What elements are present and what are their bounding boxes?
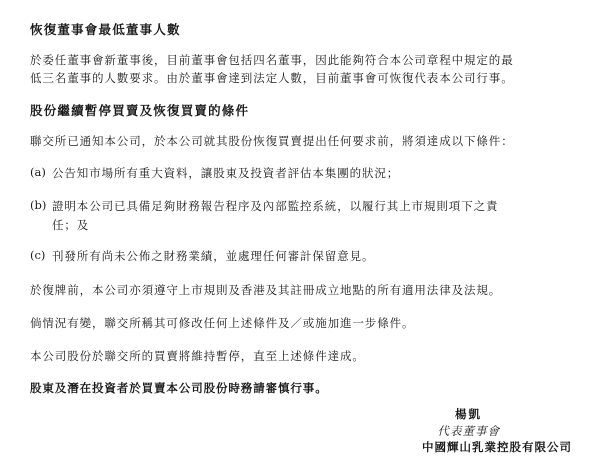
- signatory-role: 代表董事會: [437, 424, 500, 438]
- condition-a-label: (a): [30, 165, 46, 179]
- condition-change-paragraph: 倘情況有變，聯交所稱其可修改任何上述條件及／或施加進一步條件。: [30, 316, 415, 330]
- section-heading-board-minimum: 恢復董事會最低董事人數: [30, 22, 181, 37]
- company-name: 中國輝山乳業控股有限公司: [422, 440, 572, 454]
- condition-c-label: (c): [30, 248, 46, 262]
- board-paragraph-line-1: 於委任董事會新董事後，目前董事會包括四名董事，因此能夠符合本公司章程中規定的最: [30, 53, 514, 67]
- signatory-name: 楊凱: [455, 407, 482, 421]
- caution-statement: 股東及潛在投資者於買賣本公司股份時務請審慎行事。: [30, 381, 328, 395]
- condition-a-text: 公告知市場所有重大資料，讓股東及投資者評估本集團的狀況；: [52, 166, 400, 180]
- condition-b-text-line-2: 任；及: [52, 218, 90, 232]
- intro-paragraph: 聯交所已通知本公司，於本公司就其股份恢復買賣提出任何要求前，將須達成以下條件：: [30, 134, 514, 148]
- condition-c-text: 刊發所有尚未公佈之財務業績，並處理任何審計保留意見。: [52, 249, 375, 263]
- board-paragraph-line-2: 低三名董事的人數要求。由於董事會達到法定人數，目前董事會可恢復代表本公司行事。: [30, 71, 514, 85]
- section-heading-trading-conditions: 股份繼續暫停買賣及恢復買賣的條件: [30, 103, 250, 118]
- condition-b-label: (b): [30, 198, 47, 212]
- resumption-compliance-paragraph: 於復牌前，本公司亦須遵守上市規則及香港及其註冊成立地點的所有適用法律及法規。: [30, 283, 502, 297]
- trading-suspension-paragraph: 本公司股份於聯交所的買賣將維持暫停，直至上述條件達成。: [30, 349, 365, 363]
- condition-b-text-line-1: 證明本公司已具備足夠財務報告程序及內部監控系統，以履行其上市規則項下之責: [52, 199, 499, 213]
